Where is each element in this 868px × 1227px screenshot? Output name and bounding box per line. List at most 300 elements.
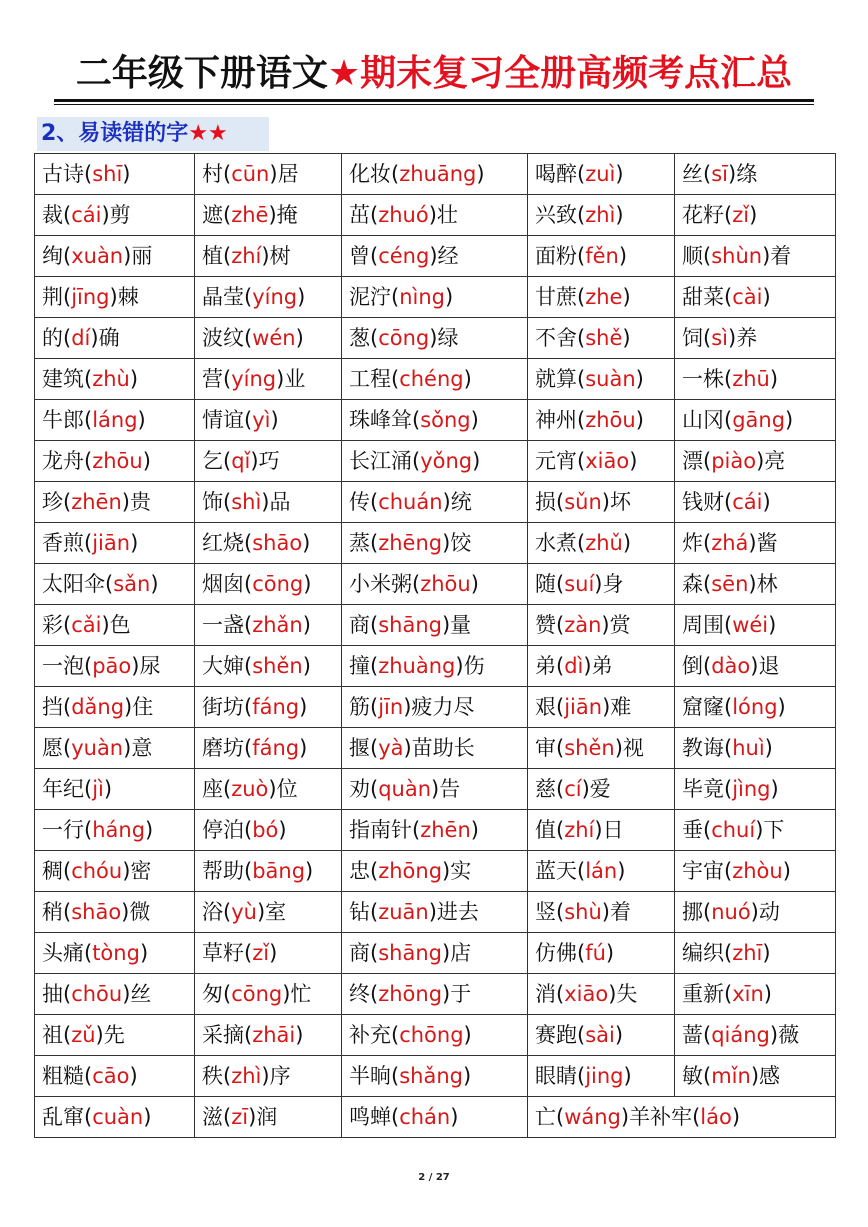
pinyin: zhe [585,285,623,309]
paren-close: ) [750,1064,760,1088]
hanzi-after: 室 [265,900,287,924]
pinyin: quàn [378,777,432,801]
paren-close: ) [750,900,759,924]
pinyin: xiāo [564,982,609,1006]
paren-close: ) [583,654,592,678]
hanzi-after: 告 [439,777,461,801]
hanzi-before: 头痛 [42,941,84,965]
table-row [35,892,836,933]
hanzi-before: 化妆 [349,162,391,186]
hanzi-before: 弟 [535,654,556,678]
paren-close: ) [145,818,154,842]
hanzi-after: 身 [602,572,624,596]
word-cell [342,974,528,1015]
hanzi-after: 掩 [276,203,298,227]
word-cell [528,318,675,359]
hanzi-before: 甜菜 [682,285,724,309]
hanzi-before: 红烧 [202,531,244,555]
paren-close: ) [123,736,132,760]
paren-open: ( [84,654,93,678]
hanzi-before: 眼睛 [535,1064,577,1088]
hanzi-before: 匆 [202,982,223,1006]
hanzi-after: 统 [450,490,472,514]
paren-open: ( [577,285,586,309]
hanzi-before: 揠 [349,736,370,760]
hanzi-after: 绿 [437,326,459,350]
hanzi-before: 就算 [535,367,577,391]
paren-open: ( [556,736,565,760]
hanzi-before: 古诗 [42,162,84,186]
hanzi-after: 赏 [609,613,631,637]
hanzi-after: 尿 [139,654,161,678]
hanzi-before: 森 [682,572,703,596]
word-cell [528,195,675,236]
paren-open: ( [556,900,565,924]
table-row [35,810,836,851]
hanzi-before: 一株 [682,367,724,391]
hanzi-before: 帮助 [202,859,244,883]
paren-close: ) [470,572,479,596]
table-row [35,1056,836,1097]
hanzi-before: 泥泞 [349,285,391,309]
paren-open: ( [724,777,733,801]
paren-close: ) [248,1105,257,1129]
word-cell [35,1056,195,1097]
word-cell [35,154,195,195]
paren-open: ( [84,449,93,473]
paren-open: ( [556,572,565,596]
hanzi-before: 采摘 [202,1023,244,1047]
paren-close: ) [617,859,626,883]
paren-close: ) [268,777,277,801]
word-cell [675,482,836,523]
paren-close: ) [470,408,479,432]
paren-close: ) [445,285,454,309]
word-cell [675,441,836,482]
hanzi-after: 贵 [129,490,151,514]
word-table [34,153,836,1138]
paren-close: ) [297,285,306,309]
pinyin: lán [585,859,618,883]
hanzi-before: 编织 [682,941,724,965]
paren-open: ( [577,449,586,473]
paren-open: ( [391,1023,400,1047]
paren-close: ) [605,941,615,965]
pinyin: zuì [585,162,616,186]
hanzi-before: 晶莹 [202,285,244,309]
paren-open: ( [556,777,565,801]
paren-close: ) [602,695,611,719]
paren-close: ) [463,1023,472,1047]
paren-close: ) [727,326,737,350]
paren-close: ) [131,654,140,678]
pinyin: háng [92,818,146,842]
hanzi-before: 香煎 [42,531,84,555]
pinyin: zǐ [252,941,270,965]
paren-close: ) [442,531,451,555]
pinyin: wén [252,326,296,350]
hanzi-before: 大婶 [202,654,244,678]
pinyin: zuò [231,777,269,801]
pinyin: zhēn [420,818,471,842]
hanzi-before: 炸 [682,531,703,555]
paren-close: ) [403,736,412,760]
paren-close: ) [261,244,270,268]
paren-close: ) [762,490,771,514]
word-cell [528,523,675,564]
word-cell [528,154,675,195]
hanzi-before: 营 [202,367,223,391]
hanzi-before: 传 [349,490,370,514]
paren-open: ( [244,695,253,719]
word-cell [675,810,836,851]
hanzi-before: 审 [535,736,556,760]
table-row [35,318,836,359]
pinyin: cūn [231,162,270,186]
pinyin: shǎng [399,1064,463,1088]
hanzi-before: 情谊 [202,408,244,432]
word-cell [675,974,836,1015]
hanzi-before: 牛郎 [42,408,84,432]
paren-open: ( [370,859,379,883]
hanzi-after: 绦 [736,162,758,186]
paren-close: ) [302,654,311,678]
paren-open: ( [391,367,400,391]
pinyin: cái [732,490,763,514]
hanzi-before: 秩 [202,1064,223,1088]
word-cell [528,974,675,1015]
paren-close: ) [594,572,603,596]
paren-open: ( [84,777,93,801]
paren-close: ) [748,572,757,596]
paren-open: ( [370,695,379,719]
word-cell [528,564,675,605]
paren-open: ( [63,490,72,514]
word-cell [195,646,342,687]
word-cell [342,851,528,892]
paren-open: ( [223,1064,232,1088]
paren-open: ( [244,818,253,842]
hanzi-before: 仿佛 [535,941,577,965]
paren-close: ) [622,531,632,555]
hanzi-before: 小米粥 [349,572,412,596]
paren-close: ) [295,1023,304,1047]
paren-close: ) [269,162,278,186]
table-row [35,851,836,892]
table-row [35,1015,836,1056]
paren-close: ) [768,613,777,637]
paren-open: ( [244,736,253,760]
word-cell [675,646,836,687]
hanzi-after: 动 [758,900,780,924]
pinyin: lóng [732,695,778,719]
hanzi-after: 爱 [589,777,611,801]
pinyin: zhēng [378,531,443,555]
hanzi-before: 一行 [42,818,84,842]
hanzi-before: 滋 [202,1105,223,1129]
pinyin: fáng [252,695,300,719]
hanzi-after: 坏 [609,490,631,514]
pinyin: céng [378,244,430,268]
paren-open: ( [63,326,72,350]
paren-open: ( [703,531,712,555]
paren-open: ( [724,982,733,1006]
section-heading [37,117,269,151]
paren-close: ) [614,736,623,760]
hanzi-before: 终 [349,982,370,1006]
pinyin: cōng [252,572,304,596]
pinyin: zhē [231,203,269,227]
paren-open: ( [370,203,379,227]
paren-open: ( [556,1105,565,1129]
paren-close: ) [299,736,308,760]
pinyin: zuān [378,900,429,924]
paren-open: ( [577,941,586,965]
paren-close: ) [121,900,130,924]
paren-open: ( [577,859,586,883]
word-cell [342,933,528,974]
paren-open: ( [391,162,400,186]
paren-open: ( [412,572,421,596]
table-row [35,359,836,400]
table-row [35,236,836,277]
hanzi-before: 周围 [682,613,724,637]
pinyin: qiáng [711,1023,770,1047]
pinyin: zhēn [71,490,122,514]
word-cell [675,236,836,277]
pinyin: qǐ [231,449,251,473]
hanzi-before: 荆 [42,285,63,309]
word-cell [35,646,195,687]
pinyin: zhuó [378,203,429,227]
paren-close: ) [282,982,291,1006]
paren-close: ) [769,367,779,391]
word-cell [35,359,195,400]
pinyin: zhù [92,367,130,391]
hanzi-after: 忙 [290,982,312,1006]
hanzi-before: 浴 [202,900,223,924]
hanzi-before: 劝 [349,777,370,801]
paren-close: ) [261,490,270,514]
paren-close: ) [303,572,312,596]
table-row [35,195,836,236]
paren-open: ( [412,449,421,473]
word-cell [195,154,342,195]
paren-open: ( [370,490,379,514]
hanzi-before: 珠峰耸 [349,408,412,432]
paren-close: ) [302,531,311,555]
paren-open: ( [370,654,379,678]
paren-open: ( [577,531,586,555]
paren-open: ( [577,367,586,391]
hanzi-after: 着 [770,244,792,268]
paren-close: ) [764,736,773,760]
pinyin: jiān [564,695,603,719]
paren-open: ( [692,1105,701,1129]
paren-close: ) [635,367,644,391]
hanzi-before: 值 [535,818,556,842]
word-cell [195,1097,342,1138]
hanzi-before: 曾 [349,244,370,268]
hanzi-after: 视 [622,736,644,760]
table-row [35,728,836,769]
pinyin: nìng [399,285,445,309]
word-cell [342,523,528,564]
hanzi-before: 消 [535,982,556,1006]
paren-close: ) [268,203,277,227]
paren-open: ( [84,531,93,555]
paren-close: ) [623,1064,632,1088]
hanzi-before: 蓝天 [535,859,577,883]
word-cell [195,687,342,728]
word-cell [195,400,342,441]
pinyin: shī [92,162,123,186]
paren-open: ( [724,941,733,965]
word-cell [675,564,836,605]
pinyin: dǎng [71,695,125,719]
pinyin: huì [732,736,765,760]
hanzi-before: 忠 [349,859,370,883]
hanzi-before: 蒸 [349,531,370,555]
word-cell [528,687,675,728]
paren-open: ( [724,285,733,309]
pinyin: láo [700,1105,732,1129]
hanzi-before: 损 [535,490,556,514]
table-row [35,441,836,482]
pinyin: zhōng [378,982,443,1006]
word-cell [35,1097,195,1138]
word-cell [342,400,528,441]
word-cell [342,810,528,851]
hanzi-after: 薇 [778,1023,800,1047]
pinyin: cǎi [71,613,102,637]
paren-close: ) [150,572,159,596]
word-cell [35,933,195,974]
pinyin: dí [71,326,91,350]
word-cell [195,728,342,769]
paren-close: ) [122,859,131,883]
paren-open: ( [577,1064,586,1088]
paren-close: ) [403,695,412,719]
word-cell [195,523,342,564]
word-cell [528,892,675,933]
pinyin: zhū [732,367,770,391]
paren-close: ) [143,1105,152,1129]
table-row [35,277,836,318]
paren-open: ( [556,613,565,637]
paren-close: ) [463,367,472,391]
paren-open: ( [724,613,733,637]
word-cell [675,605,836,646]
page-number: 2 / 27 [418,1172,450,1183]
word-cell [675,195,836,236]
paren-open: ( [223,777,232,801]
hanzi-after: 丽 [131,244,153,268]
word-cell [342,154,528,195]
word-cell [342,482,528,523]
paren-close: ) [615,162,624,186]
paren-open: ( [244,531,253,555]
hanzi-after: 量 [450,613,472,637]
paren-open: ( [724,203,733,227]
paren-close: ) [129,367,139,391]
paren-close: ) [749,203,758,227]
word-cell [195,933,342,974]
paren-open: ( [370,777,379,801]
word-cell [35,728,195,769]
pinyin: shùn [711,244,763,268]
paren-open: ( [724,490,733,514]
word-cell [342,359,528,400]
hanzi-before: 建筑 [42,367,84,391]
hanzi-before: 太阳伞 [42,572,105,596]
paren-open: ( [370,736,379,760]
paren-close: ) [295,326,304,350]
paren-close: ) [777,695,786,719]
hanzi-after: 着 [609,900,631,924]
pinyin: shāng [378,613,442,637]
paren-open: ( [577,326,586,350]
hanzi-before: 神州 [535,408,577,432]
paren-open: ( [223,367,232,391]
word-cell [35,1015,195,1056]
pinyin: zhāi [252,1023,296,1047]
pinyin: cōng [231,982,283,1006]
paren-open: ( [370,900,379,924]
title-grade: 二年级下册语文 [75,53,328,94]
paren-open: ( [244,859,253,883]
word-cell [675,687,836,728]
pinyin: zhí [564,818,595,842]
paren-open: ( [703,1023,712,1047]
pinyin: cí [564,777,582,801]
paren-close: ) [305,859,314,883]
hanzi-before: 窟窿 [682,695,724,719]
word-cell [675,523,836,564]
hanzi-after: 密 [130,859,152,883]
hanzi-before: 不舍 [535,326,577,350]
hanzi-after: 住 [132,695,154,719]
pinyin: yǒng [420,449,473,473]
pinyin: zhòu [732,859,783,883]
paren-open: ( [703,162,712,186]
pinyin: xiāo [585,449,630,473]
word-cell [35,277,195,318]
pinyin: jīn [378,695,404,719]
hanzi-before: 抽 [42,982,63,1006]
hanzi-before: 半晌 [349,1064,391,1088]
paren-close: ) [103,777,113,801]
paren-open: ( [63,285,72,309]
word-cell [342,646,528,687]
paren-close: ) [629,449,638,473]
hanzi-before: 挡 [42,695,63,719]
paren-close: ) [620,1105,630,1129]
table-row [35,687,836,728]
hanzi-after: 序 [269,1064,291,1088]
hanzi-before: 随 [535,572,556,596]
word-cell [675,1056,836,1097]
hanzi-before: 草籽 [202,941,244,965]
paren-close: ) [785,408,794,432]
paren-close: ) [123,244,132,268]
hanzi-before: 赞 [535,613,556,637]
word-cell [35,441,195,482]
hanzi-before: 村 [202,162,223,186]
pinyin: shāo [252,531,303,555]
pinyin: pāo [92,654,132,678]
paren-close: ) [622,285,631,309]
